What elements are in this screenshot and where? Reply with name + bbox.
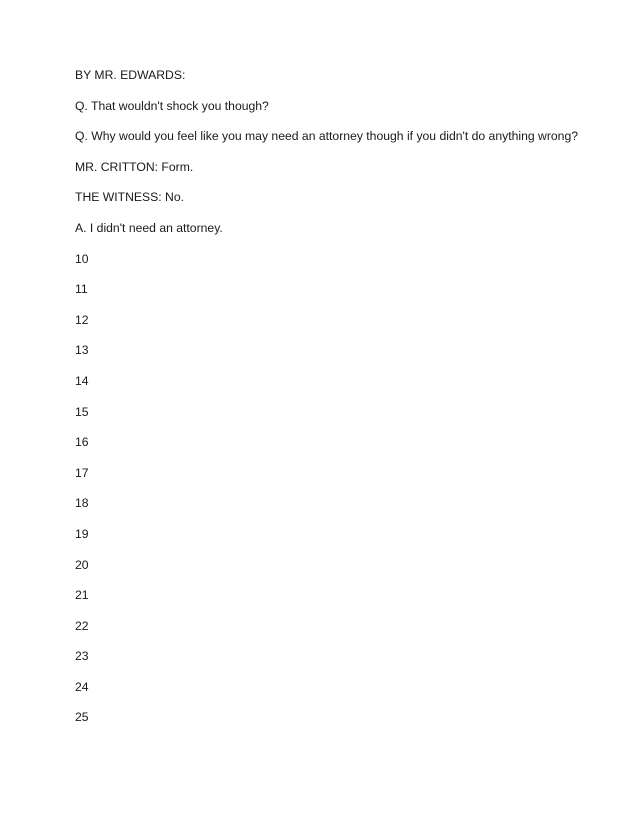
witness-line: THE WITNESS: No. [75,190,185,205]
transcript-body [75,66,595,739]
line-number: 23 [75,649,89,664]
line-number: 10 [75,251,89,266]
line-number: 24 [75,679,89,694]
line-number: 20 [75,557,89,572]
line-number: 12 [75,312,89,327]
question-line: Q. Why would you feel like you may need an attorney though if you didn't do anything wrong? [75,129,578,144]
question-line: Q. That wouldn't shock you though? [75,98,269,113]
line-number: 11 [75,282,88,297]
line-number: 21 [75,588,89,603]
line-number: 25 [75,710,89,725]
line-number: 13 [75,343,89,358]
examiner-heading: BY MR. EDWARDS: [75,68,186,82]
line-number: 22 [75,618,89,633]
line-number: 18 [75,496,89,511]
line-number: 14 [75,373,89,388]
line-number: 15 [75,404,89,419]
objection-line: MR. CRITTON: Form. [75,159,194,174]
line-number: 19 [75,526,89,541]
line-number: 17 [75,465,89,480]
line-number: 16 [75,435,89,450]
answer-line: A. I didn't need an attorney. [75,220,223,235]
